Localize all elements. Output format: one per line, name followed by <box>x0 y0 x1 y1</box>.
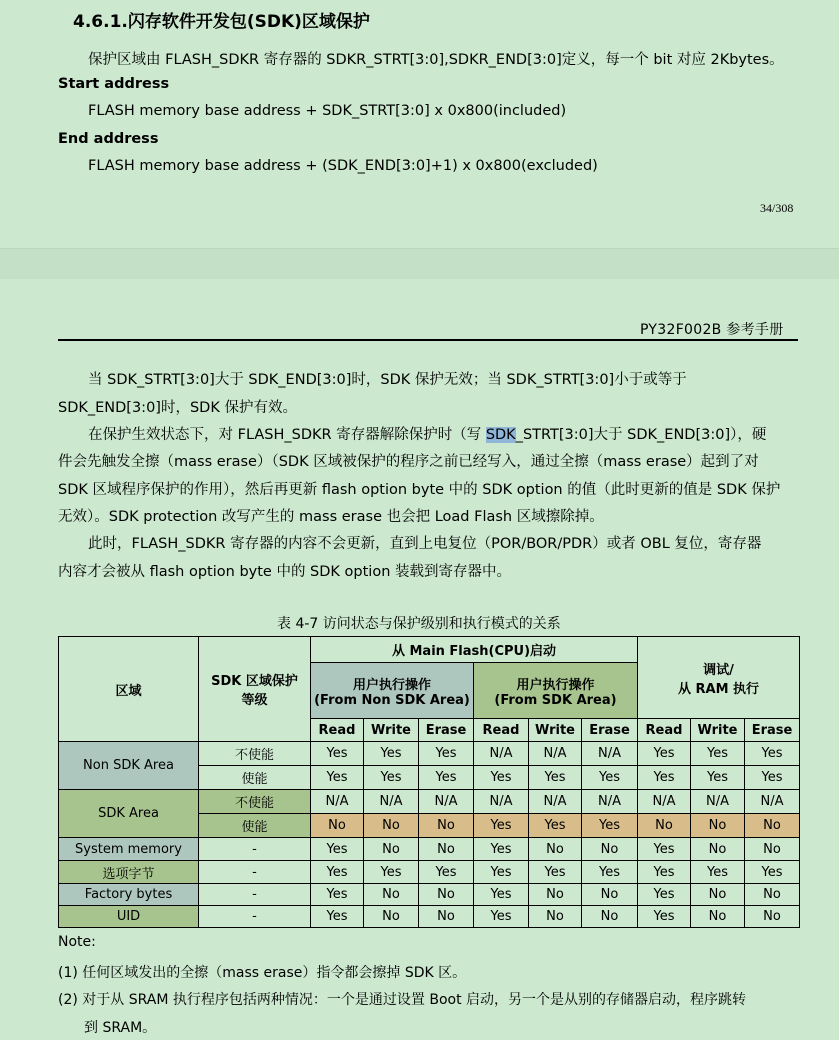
table-row <box>59 742 800 766</box>
op-header: Read <box>474 719 529 742</box>
table-cell: N/A <box>529 790 582 814</box>
region-cell: 选项字节 <box>59 861 199 884</box>
table-cell: Yes <box>364 742 419 766</box>
op-header: Write <box>529 719 582 742</box>
table-cell: N/A <box>529 742 582 766</box>
para1-line1: 当 SDK_STRT[3:0]大于 SDK_END[3:0]时，SDK 保护无效；当 SDK_STRT[3:0]小于或等于 <box>88 372 687 388</box>
table-cell: Yes <box>691 766 745 790</box>
table-cell: N/A <box>364 790 419 814</box>
table-cell: Yes <box>474 906 529 928</box>
table-cell: No <box>364 838 419 861</box>
table-row <box>59 884 800 906</box>
op-header: Write <box>691 719 745 742</box>
table-cell: No <box>582 838 638 861</box>
header-level: SDK 区域保护 等级 <box>199 637 311 742</box>
op-header: Read <box>311 719 364 742</box>
table-cell: Yes <box>311 742 364 766</box>
note-2-line2: 到 SRAM。 <box>84 1020 157 1036</box>
note-title: Note: <box>58 934 96 950</box>
table-cell: Yes <box>311 906 364 928</box>
table-cell: N/A <box>638 790 691 814</box>
table-cell: N/A <box>474 742 529 766</box>
note-2-line1: (2) 对于从 SRAM 执行程序包括两种情况：一个是通过设置 Boot 启动，另一个是从别的存储器启动，程序跳转 <box>58 992 747 1008</box>
region-cell: System memory <box>59 838 199 861</box>
op-header: Read <box>638 719 691 742</box>
table-cell: Yes <box>638 742 691 766</box>
para3-line2: 内容才会被从 flash option byte 中的 SDK option 装载到寄存器中。 <box>58 564 511 580</box>
table-cell: Yes <box>311 766 364 790</box>
table-cell: N/A <box>582 742 638 766</box>
level-cell: - <box>199 861 311 884</box>
table-cell: Yes <box>419 766 474 790</box>
level-cell: - <box>199 906 311 928</box>
table-cell: N/A <box>745 790 800 814</box>
note-1: (1) 任何区域发出的全擦（mass erase）指令都会擦掉 SDK 区。 <box>58 965 467 981</box>
table-cell: No <box>638 814 691 838</box>
header-debug: 调试/ 从 RAM 执行 <box>638 637 800 719</box>
table-cell: No <box>419 884 474 906</box>
level-cell: 不使能 <box>199 742 311 766</box>
table-cell: Yes <box>638 766 691 790</box>
level-cell: 不使能 <box>199 790 311 814</box>
table-cell: Yes <box>638 861 691 884</box>
table-cell: No <box>529 838 582 861</box>
table-cell: No <box>419 814 474 838</box>
table-cell: No <box>691 814 745 838</box>
table-row <box>59 861 800 884</box>
region-cell: Factory bytes <box>59 884 199 906</box>
table-cell: No <box>745 884 800 906</box>
table-cell: Yes <box>311 861 364 884</box>
table-cell: Yes <box>529 766 582 790</box>
table-cell: Yes <box>529 814 582 838</box>
table-cell: Yes <box>638 906 691 928</box>
table-cell: No <box>419 838 474 861</box>
header-user-nonsdk: 用户执行操作 (From Non SDK Area) <box>311 663 474 719</box>
table-cell: N/A <box>311 790 364 814</box>
page-35 <box>0 279 839 1040</box>
region-cell: UID <box>59 906 199 928</box>
para2-line1: 在保护生效状态下，对 FLASH_SDKR 寄存器解除保护时（写 SDK_STRT[3:0]大于 SDK_END[3:0]），硬 <box>88 427 767 443</box>
running-header: PY32F002B 参考手册 <box>640 322 784 338</box>
level-cell: - <box>199 884 311 906</box>
table-cell: Yes <box>311 838 364 861</box>
end-address-label: End address <box>58 131 159 147</box>
table-cell: Yes <box>638 884 691 906</box>
region-cell: Non SDK Area <box>59 742 199 790</box>
table-cell: Yes <box>745 766 800 790</box>
para2-line4: 无效）。SDK protection 改写产生的 mass erase 也会把 Load Flash 区域擦除掉。 <box>58 509 604 525</box>
table-cell: Yes <box>474 838 529 861</box>
table-cell: Yes <box>364 861 419 884</box>
search-highlight[interactable]: SDK <box>485 427 516 443</box>
para2-line3: SDK 区域程序保护的作用），然后再更新 flash option byte 中的 SDK option 的值（此时更新的值是 SDK 保护 <box>58 482 781 498</box>
table-row <box>59 838 800 861</box>
table-cell: Yes <box>638 838 691 861</box>
table-cell: No <box>364 906 419 928</box>
table-cell: No <box>529 906 582 928</box>
table-cell: Yes <box>745 861 800 884</box>
table-cell: Yes <box>474 884 529 906</box>
page-gap <box>0 248 839 280</box>
header-region: 区域 <box>59 637 199 742</box>
table-cell: Yes <box>582 814 638 838</box>
para2-line2: 件会先触发全擦（mass erase）（SDK 区域被保护的程序之前已经写入，通过全擦（mass erase）起到了对 <box>58 454 759 470</box>
table-row <box>59 790 800 814</box>
header-rule <box>58 339 798 341</box>
table-cell: No <box>529 884 582 906</box>
table-caption: 表 4-7 访问状态与保护级别和执行模式的关系 <box>277 616 561 632</box>
table-cell: No <box>691 838 745 861</box>
table-cell: No <box>311 814 364 838</box>
table-cell: No <box>419 906 474 928</box>
start-address-label: Start address <box>58 76 170 92</box>
table-cell: Yes <box>582 861 638 884</box>
para1-line2: SDK_END[3:0]时，SDK 保护有效。 <box>58 400 297 416</box>
start-address-formula: FLASH memory base address + SDK_STRT[3:0] x 0x800(included) <box>88 103 567 119</box>
table-cell: No <box>582 884 638 906</box>
table-cell: No <box>745 814 800 838</box>
table-cell: Yes <box>691 742 745 766</box>
table-cell: Yes <box>474 814 529 838</box>
table-cell: No <box>582 906 638 928</box>
table-cell: Yes <box>364 766 419 790</box>
table-cell: Yes <box>745 742 800 766</box>
para3-line1: 此时，FLASH_SDKR 寄存器的内容不会更新，直到上电复位（POR/BOR/PDR）或者 OBL 复位，寄存器 <box>88 536 762 552</box>
op-header: Erase <box>419 719 474 742</box>
table-row <box>59 906 800 928</box>
table-cell: Yes <box>529 861 582 884</box>
header-user-sdk: 用户执行操作 (From SDK Area) <box>474 663 638 719</box>
table-cell: No <box>691 906 745 928</box>
header-main-flash: 从 Main Flash(CPU)启动 <box>311 637 638 663</box>
access-table <box>58 636 800 928</box>
intro-paragraph: 保护区域由 FLASH_SDKR 寄存器的 SDKR_STRT[3:0],SDKR_END[3:0]定义，每一个 bit 对应 2Kbytes。 <box>88 52 784 68</box>
table-cell: Yes <box>419 861 474 884</box>
level-cell: - <box>199 838 311 861</box>
table-cell: N/A <box>474 790 529 814</box>
table-cell: No <box>364 814 419 838</box>
table-cell: No <box>364 884 419 906</box>
op-header: Erase <box>582 719 638 742</box>
table-cell: Yes <box>691 861 745 884</box>
page-number: 34/308 <box>760 201 794 215</box>
table-cell: N/A <box>691 790 745 814</box>
table-cell: No <box>691 884 745 906</box>
op-header: Write <box>364 719 419 742</box>
table-cell: N/A <box>419 790 474 814</box>
table-cell: Yes <box>419 742 474 766</box>
table-cell: Yes <box>582 766 638 790</box>
level-cell: 使能 <box>199 766 311 790</box>
end-address-formula: FLASH memory base address + (SDK_END[3:0]+1) x 0x800(excluded) <box>88 158 598 174</box>
table-cell: N/A <box>582 790 638 814</box>
section-heading: 4.6.1.闪存软件开发包(SDK)区域保护 <box>73 12 370 32</box>
region-cell: SDK Area <box>59 790 199 838</box>
op-header: Erase <box>745 719 800 742</box>
table-cell: No <box>745 906 800 928</box>
table-cell: Yes <box>474 766 529 790</box>
table-cell: Yes <box>474 861 529 884</box>
page-34 <box>0 0 839 248</box>
level-cell: 使能 <box>199 814 311 838</box>
table-cell: Yes <box>311 884 364 906</box>
table-cell: No <box>745 838 800 861</box>
